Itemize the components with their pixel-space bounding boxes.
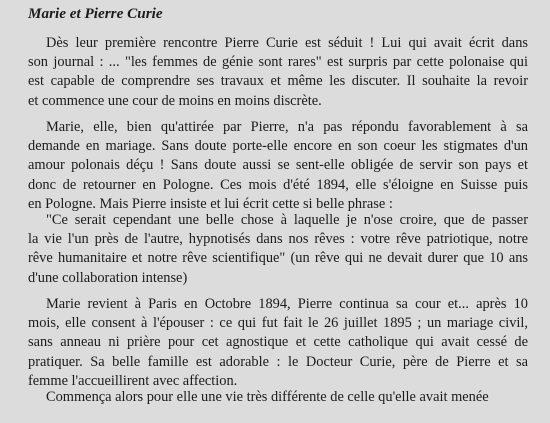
- text-line: mois, elle consent à l'épouser : ce qui fut fait le 26 juillet 1895 ; un mariage civil,: [28, 315, 528, 332]
- paragraph-first-meeting: [28, 34, 528, 111]
- text-line: donc de retourner en Pologne. Ces mois d'été 1894, elle s'éloigne en Suisse puis: [28, 176, 528, 193]
- paragraph-pierre-quote: [28, 211, 528, 288]
- paragraph-new-life: [28, 388, 528, 407]
- text-line: femme l'accueillirent avec affection.: [28, 372, 238, 389]
- text-line: et commence une cour de moins en moins discrète.: [28, 92, 322, 109]
- page-title: Marie et Pierre Curie: [28, 5, 163, 22]
- text-line: Dès leur première rencontre Pierre Curie est séduit ! Lui qui avait écrit dans: [46, 35, 528, 51]
- text-line: sans anneau ni prière pour cet agnostique et cette catholique qui avait cessé de: [28, 334, 528, 351]
- text-line: son journal : ... "les femmes de génie sont rares" est surpris par cette polonaise qui: [28, 54, 528, 71]
- text-line: Commença alors pour elle une vie très différente de celle qu'elle avait menée: [46, 389, 489, 405]
- text-line: Marie revient à Paris en Octobre 1894, Pierre continua sa cour et... après 10: [46, 296, 528, 312]
- text-line: pratiquer. Sa belle famille est adorable : le Docteur Curie, père de Pierre et sa: [28, 353, 528, 370]
- quote-line: "Ce serait cependant une belle chose à laquelle je n'ose croire, que de passer: [46, 212, 528, 228]
- quote-line: d'une collaboration intense): [28, 269, 188, 286]
- paragraph-marie-hesitation: [28, 118, 528, 214]
- text-line: amour polonais déçu ! Sans doute aussi se sent-elle obligée de servir son pays et: [28, 157, 528, 174]
- text-line: Marie, elle, bien qu'attirée par Pierre, n'a pas répondu favorablement à sa: [46, 119, 528, 135]
- paragraph-marriage: [28, 295, 528, 391]
- text-line: demande en mariage. Sans doute porte-elle encore en son coeur les stigmates d'un: [28, 138, 528, 155]
- text-line: est capable de comprendre ses travaux et même les discuter. Il souhaite la revoir: [28, 73, 528, 90]
- text-line: en Pologne. Mais Pierre insiste et lui écrit cette si belle phrase :: [28, 195, 393, 212]
- quote-line: la vie l'un près de l'autre, hypnotisés dans nos rêves : votre rêve patriotique, notre: [28, 231, 528, 248]
- quote-line: rêve humanitaire et notre rêve scientifique" (un rêve qui ne devait durer que 10 ans: [28, 250, 528, 267]
